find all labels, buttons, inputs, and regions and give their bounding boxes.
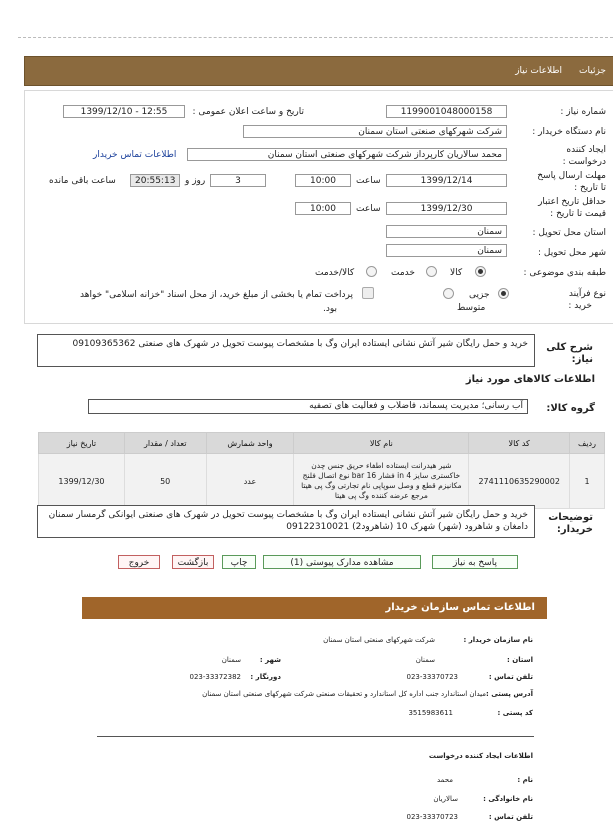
col-name: نام کالا (294, 433, 469, 454)
validity-label-2: قیمت تا تاریخ : (550, 209, 606, 219)
contact-org-value: شرکت شهرکهای صنعتی استان سمنان (323, 636, 435, 644)
goods-info-title: اطلاعات کالاهای مورد نیاز (465, 374, 595, 385)
creator-name-value: محمد (437, 776, 453, 784)
category-service-radio[interactable] (426, 266, 437, 277)
reply-time-field: 10:00 (295, 174, 351, 187)
city-field: سمنان (386, 244, 507, 257)
process-small-radio[interactable] (498, 288, 509, 299)
back-button[interactable]: بازگشت (172, 555, 214, 569)
creator-label-2: درخواست : (562, 157, 606, 167)
need-info-panel (24, 90, 613, 324)
process-label-1: نوع فرآیند (568, 289, 606, 299)
breadcrumb-details[interactable]: جزئیات (579, 66, 606, 76)
top-divider (18, 37, 613, 38)
creator-name-label: نام : (517, 776, 533, 784)
province-label: استان محل تحویل : (532, 228, 606, 238)
page-header-bar (24, 56, 613, 86)
contact-postal-label: کد پستی : (497, 709, 533, 717)
creator-family-label: نام خانوادگی : (483, 795, 533, 803)
col-date: تاریخ نیاز (39, 433, 125, 454)
group-label: گروه کالا: (546, 403, 595, 414)
goods-table (38, 432, 605, 509)
cell-row: 1 (570, 454, 605, 509)
remaining-time-label: ساعت باقی مانده (49, 176, 116, 186)
contact-address-value: میدان استاندارد جنب اداره کل استاندارد و تحقیقات صنعتی شرکت شهرکهای صنعتی استان سمنان (202, 690, 486, 698)
contact-postal-value: 3515983611 (408, 709, 453, 717)
need-number-field: 1199001048000158 (386, 105, 507, 118)
category-goods-label: کالا (450, 268, 463, 278)
buyer-contact-link[interactable]: اطلاعات تماس خریدار (93, 150, 177, 160)
contact-fax-value: 023-33372382 (189, 673, 241, 681)
reply-deadline-label-2: تا تاریخ : (574, 183, 606, 193)
announce-field: 1399/12/10 - 12:55 (63, 105, 185, 118)
remaining-time-field: 20:55:13 (130, 174, 180, 187)
contact-title: اطلاعات تماس سازمان خریدار (385, 602, 535, 613)
contact-city-value: سمنان (221, 656, 241, 664)
cell-date: 1399/12/30 (39, 454, 125, 509)
exit-button[interactable]: خروج (118, 555, 160, 569)
process-medium-label: متوسط (457, 303, 486, 313)
treasury-payment-note: پرداخت تمام یا بخشی از مبلغ خرید، از محل اسناد "خزانه اسلامی" خواهد (80, 290, 353, 300)
attachments-button[interactable]: مشاهده مدارک پیوستی (1) (263, 555, 421, 569)
province-field: سمنان (386, 225, 507, 238)
col-row: ردیف (570, 433, 605, 454)
contact-fax-label: دورنگار : (250, 673, 281, 681)
contact-header-bar (82, 597, 547, 619)
contact-province-label: استان : (507, 656, 533, 664)
process-medium-radio[interactable] (443, 288, 454, 299)
cell-code: 2741110635290002 (469, 454, 570, 509)
buyer-notes-label-1: توضیحات (548, 512, 593, 523)
creator-info-title: اطلاعات ایجاد کننده درخواست (428, 752, 533, 760)
cell-name: شیر هیدرانت ایستاده اطفاء حریق جنس چدن خاکستری سایز 4 in فشار 16 bar نوع اتصال فلنج مکانیزم قطع و وصل سوپاپی نام تجارتی وگ پی هیتا مرجع عرضه کننده وگ پی هیتا (294, 454, 469, 509)
col-code: کد کالا (469, 433, 570, 454)
contact-divider (97, 736, 534, 737)
reply-time-label: ساعت (356, 176, 381, 186)
col-unit: واحد شمارش (206, 433, 294, 454)
creator-phone-label: تلفن تماس : (488, 813, 533, 821)
treasury-payment-note-end: بود. (323, 304, 338, 314)
cell-unit: عدد (206, 454, 294, 509)
creator-family-value: سالاریان (433, 795, 458, 803)
contact-org-label: نام سازمان خریدار : (463, 636, 533, 644)
category-goods-radio[interactable] (475, 266, 486, 277)
category-label: طبقه بندی موضوعی : (523, 268, 606, 278)
contact-city-label: شهر : (259, 656, 281, 664)
table-row (39, 454, 605, 509)
breadcrumb-need-info[interactable]: اطلاعات نیاز (515, 66, 562, 76)
validity-time-label: ساعت (356, 204, 381, 214)
print-button[interactable]: چاپ (222, 555, 256, 569)
contact-address-label: آدرس پستی : (485, 690, 533, 698)
group-field: آب رسانی؛ مدیریت پسماند، فاضلاب و فعالیت های تصفیه (88, 399, 528, 414)
buyer-notes-box: خرید و حمل رایگان شیر آتش نشانی ایستاده ایران وگ با مشخصات پیوست تحویل در شهرک های صنعتی ایوانکی گرمسار سمنان دامغان و شاهرود (شهر) شهرک 10 (شاهرود2) 09122310021 (37, 505, 535, 538)
reply-button[interactable]: پاسخ به نیاز (432, 555, 518, 569)
days-label: روز و (185, 176, 206, 186)
summary-label-1: شرح کلی (546, 342, 593, 353)
process-small-label: جزیی (469, 290, 490, 300)
summary-label-2: نیاز: (571, 354, 593, 365)
category-both-label: کالا/خدمت (315, 268, 355, 278)
validity-label-1: حداقل تاریخ اعتبار (538, 197, 606, 207)
buyer-notes-label-2: خریدار: (556, 524, 593, 535)
treasury-payment-checkbox[interactable] (362, 287, 374, 299)
category-service-label: خدمت (391, 268, 415, 278)
reply-deadline-label-1: مهلت ارسال پاسخ (537, 171, 606, 181)
announce-label: تاریخ و ساعت اعلان عمومی : (192, 107, 304, 117)
summary-text-box: خرید و حمل رایگان شیر آتش نشانی ایستاده ایران وگ با مشخصات پیوست تحویل در شهرک های صنعتی 09109365362 (37, 334, 535, 367)
validity-date-field: 1399/12/30 (386, 202, 507, 215)
validity-time-field: 10:00 (295, 202, 351, 215)
category-both-radio[interactable] (366, 266, 377, 277)
city-label: شهر محل تحویل : (537, 248, 606, 258)
creator-phone-value: 023-33370723 (406, 813, 458, 821)
contact-province-value: سمنان (415, 656, 435, 664)
cell-qty: 50 (124, 454, 206, 509)
creator-field: محمد سالاریان کارپرداز شرکت شهرکهای صنعتی استان سمنان (187, 148, 507, 161)
col-qty: تعداد / مقدار (124, 433, 206, 454)
days-field: 3 (210, 174, 266, 187)
creator-label-1: ایجاد کننده (566, 145, 606, 155)
contact-phone-value: 023-33370723 (406, 673, 458, 681)
contact-phone-label: تلفن تماس : (488, 673, 533, 681)
buyer-org-field: شرکت شهرکهای صنعتی استان سمنان (243, 125, 507, 138)
reply-date-field: 1399/12/14 (386, 174, 507, 187)
process-label-2: خرید : (568, 301, 592, 311)
buyer-org-label: نام دستگاه خریدار : (532, 127, 606, 137)
need-number-label: شماره نیاز : (560, 107, 606, 117)
